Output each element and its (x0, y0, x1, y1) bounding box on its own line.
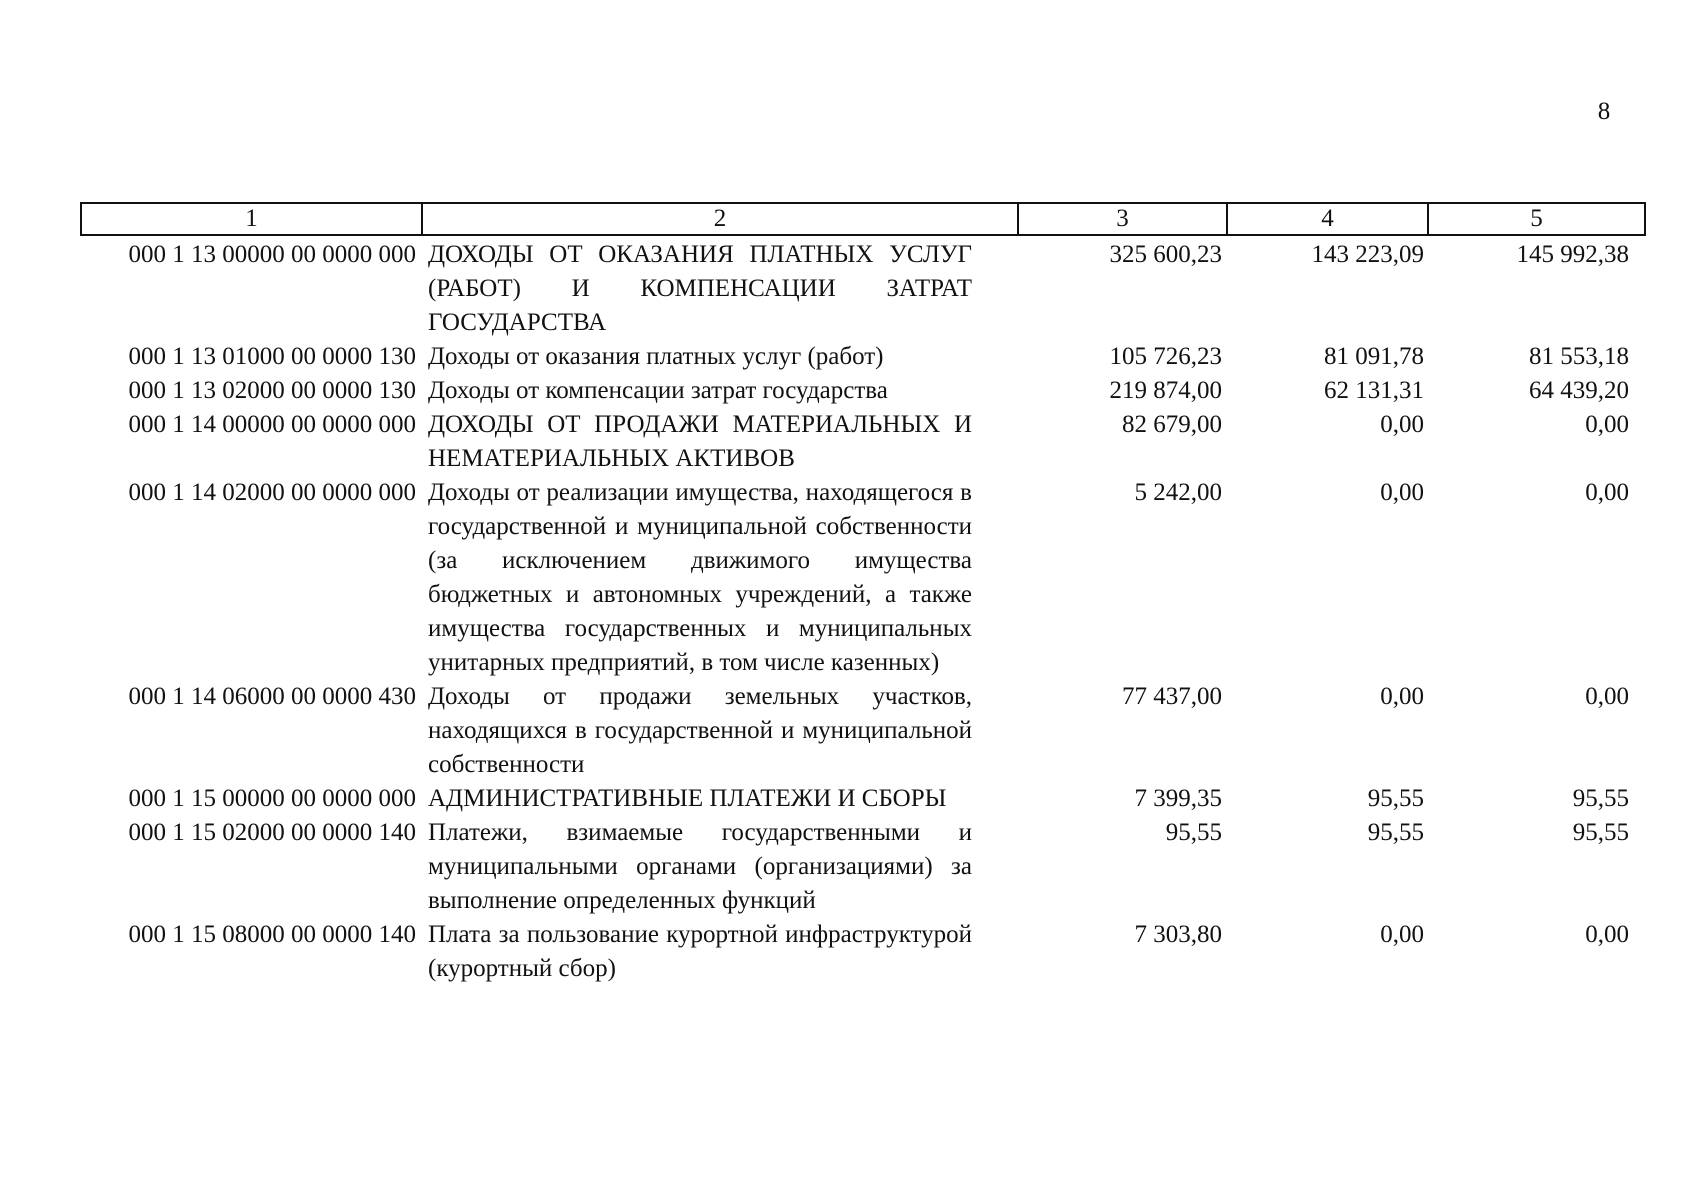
budget-code: 000 1 13 02000 00 0000 130 (128, 377, 416, 404)
budget-code: 000 1 13 00000 00 0000 000 (128, 241, 416, 268)
value-col-4: 0,00 (1380, 479, 1424, 506)
revenue-name: Доходы от продажи земельных участков, находящихся в государственной и муниципальной собственности (428, 683, 972, 778)
budget-code: 000 1 15 00000 00 0000 000 (128, 785, 416, 812)
value-col-4: 0,00 (1380, 921, 1424, 948)
table-row (81, 918, 1645, 986)
header-col-5: 5 (1428, 203, 1645, 235)
value-col-3: 95,55 (1165, 819, 1222, 846)
table-body (81, 235, 1645, 986)
revenue-name: Доходы от реализации имущества, находящегося в государственной и муниципальной собственности (за исключением движимого имущества бюджетных и автономных учреждений, а также имущества государственных и муниципальных унитарных предприятий, в том числе казенных) (428, 479, 972, 676)
value-col-5: 81 553,18 (1529, 343, 1629, 370)
value-col-4: 95,55 (1367, 819, 1424, 846)
table-row (81, 408, 1645, 476)
value-col-4: 0,00 (1380, 411, 1424, 438)
table-row (81, 340, 1645, 374)
header-col-1: 1 (81, 203, 422, 235)
budget-code: 000 1 15 02000 00 0000 140 (128, 819, 416, 846)
value-col-4: 143 223,09 (1311, 241, 1424, 268)
page-number: 8 (1597, 98, 1611, 125)
value-col-5: 0,00 (1585, 921, 1629, 948)
revenue-name: ДОХОДЫ ОТ ПРОДАЖИ МАТЕРИАЛЬНЫХ И НЕМАТЕРИАЛЬНЫХ АКТИВОВ (428, 411, 972, 472)
value-col-3: 7 399,35 (1134, 785, 1222, 812)
table-header (81, 203, 1645, 235)
budget-code: 000 1 14 02000 00 0000 000 (128, 479, 416, 506)
revenue-name: Плата за пользование курортной инфраструктурой (курортный сбор) (428, 921, 972, 982)
budget-code: 000 1 13 01000 00 0000 130 (128, 343, 416, 370)
value-col-3: 325 600,23 (1109, 241, 1222, 268)
value-col-5: 0,00 (1585, 683, 1629, 710)
value-col-3: 105 726,23 (1109, 343, 1222, 370)
table-row (81, 782, 1645, 816)
revenue-name: Доходы от компенсации затрат государства (428, 377, 888, 404)
value-col-3: 82 679,00 (1122, 411, 1222, 438)
value-col-5: 0,00 (1585, 411, 1629, 438)
table-row (81, 476, 1645, 680)
header-col-2: 2 (422, 203, 1018, 235)
header-row (81, 203, 1645, 235)
value-col-5: 95,55 (1572, 785, 1629, 812)
budget-code: 000 1 14 00000 00 0000 000 (128, 411, 416, 438)
table-row (81, 680, 1645, 782)
revenue-name: ДОХОДЫ ОТ ОКАЗАНИЯ ПЛАТНЫХ УСЛУГ (РАБОТ) И КОМПЕНСАЦИИ ЗАТРАТ ГОСУДАРСТВА (428, 241, 972, 336)
value-col-5: 95,55 (1572, 819, 1629, 846)
value-col-5: 145 992,38 (1516, 241, 1629, 268)
value-col-4: 81 091,78 (1324, 343, 1424, 370)
revenue-name: АДМИНИСТРАТИВНЫЕ ПЛАТЕЖИ И СБОРЫ (428, 785, 947, 812)
value-col-4: 0,00 (1380, 683, 1424, 710)
value-col-3: 77 437,00 (1122, 683, 1222, 710)
budget-code: 000 1 15 08000 00 0000 140 (128, 921, 416, 948)
header-col-4: 4 (1227, 203, 1428, 235)
value-col-4: 62 131,31 (1324, 377, 1424, 404)
budget-code: 000 1 14 06000 00 0000 430 (128, 683, 416, 710)
value-col-5: 0,00 (1585, 479, 1629, 506)
revenue-name: Платежи, взимаемые государственными и муниципальными органами (организациями) за выполнение определенных функций (428, 819, 972, 914)
value-col-5: 64 439,20 (1529, 377, 1629, 404)
revenue-name: Доходы от оказания платных услуг (работ) (428, 343, 884, 370)
table-row (81, 816, 1645, 918)
table-row (81, 235, 1645, 340)
header-col-3: 3 (1018, 203, 1227, 235)
value-col-3: 7 303,80 (1134, 921, 1222, 948)
table-row (81, 374, 1645, 408)
value-col-3: 5 242,00 (1134, 479, 1222, 506)
revenue-table (80, 202, 1646, 986)
value-col-3: 219 874,00 (1109, 377, 1222, 404)
value-col-4: 95,55 (1367, 785, 1424, 812)
